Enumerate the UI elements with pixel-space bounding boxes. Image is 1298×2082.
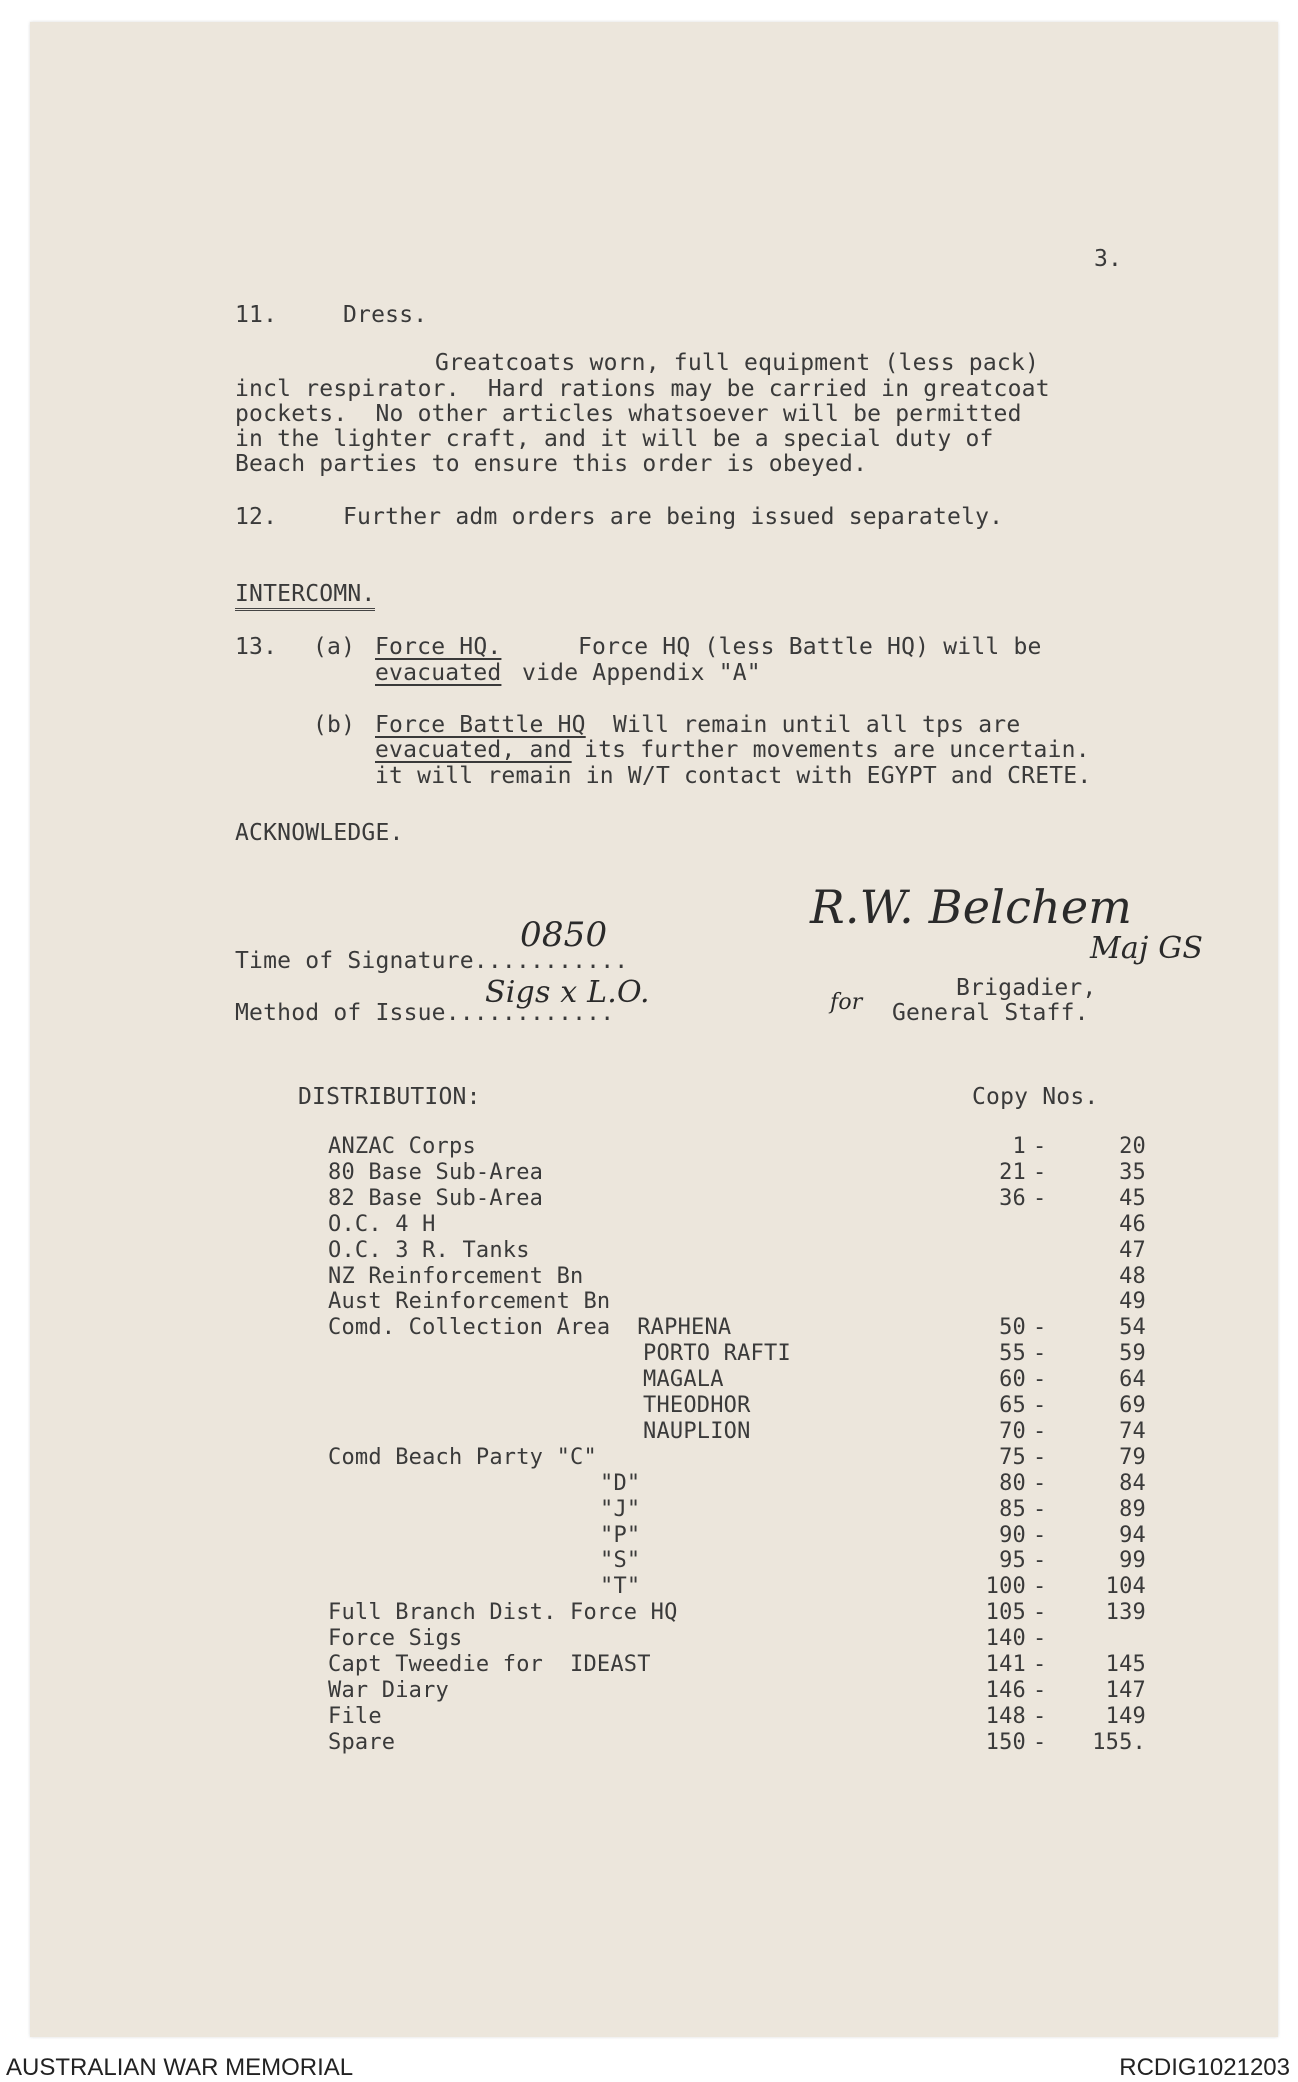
item-a-line: Force HQ (less Battle HQ) will be xyxy=(578,634,1042,660)
item-a-line: vide Appendix "A" xyxy=(508,660,761,686)
distribution-addressee: O.C. 3 R. Tanks xyxy=(328,1238,530,1263)
section-12-number: 12. xyxy=(235,504,278,530)
copy-to: 35 xyxy=(1119,1160,1146,1185)
copy-to: 59 xyxy=(1119,1341,1146,1366)
copy-dash: - xyxy=(1033,1548,1047,1573)
footer-left: AUSTRALIAN WAR MEMORIAL xyxy=(6,2054,354,2081)
copy-from: 146 xyxy=(985,1678,1026,1703)
distribution-addressee: O.C. 4 H xyxy=(328,1212,436,1237)
copy-to: 64 xyxy=(1119,1367,1146,1392)
page-number: 3. xyxy=(1094,246,1123,272)
dress-line: incl respirator. Hard rations may be carried in greatcoat xyxy=(235,376,1050,402)
copy-dash: - xyxy=(1033,1134,1047,1159)
copy-from: 100 xyxy=(985,1574,1026,1599)
distribution-addressee: War Diary xyxy=(328,1678,450,1703)
copy-from: 21 xyxy=(999,1160,1026,1185)
signature-rank: Brigadier, xyxy=(956,975,1097,1001)
section-11-number: 11. xyxy=(235,302,278,328)
item-b-line: its further movements are uncertain. xyxy=(570,737,1090,763)
distribution-addressee: PORTO RAFTI xyxy=(643,1341,791,1366)
copy-dash: - xyxy=(1033,1497,1047,1522)
copy-dash: - xyxy=(1033,1730,1047,1755)
copy-dash: - xyxy=(1033,1652,1047,1677)
distribution-addressee: ANZAC Corps xyxy=(328,1134,476,1159)
intercomn-heading: INTERCOMN. xyxy=(235,583,375,611)
copy-to: 46 xyxy=(1119,1212,1146,1237)
copy-from: 105 xyxy=(985,1600,1026,1625)
copy-from: 50 xyxy=(999,1315,1026,1340)
method-handwritten: Sigs x L.O. xyxy=(485,975,650,1010)
copy-to: 45 xyxy=(1119,1186,1146,1211)
copy-from: 75 xyxy=(999,1445,1026,1470)
dress-line: Greatcoats worn, full equipment (less pack) xyxy=(435,350,1040,376)
dress-line: in the lighter craft, and it will be a special duty of xyxy=(235,426,994,452)
copy-dash: - xyxy=(1033,1315,1047,1340)
copy-to: 155. xyxy=(1092,1730,1146,1755)
copy-dash: - xyxy=(1033,1393,1047,1418)
distribution-addressee: "J" xyxy=(600,1497,641,1522)
copy-from: 90 xyxy=(999,1523,1026,1548)
copy-to: 84 xyxy=(1119,1471,1146,1496)
distribution-addressee: Comd. Collection Area RAPHENA xyxy=(328,1315,732,1340)
copy-to: 69 xyxy=(1119,1393,1146,1418)
signature-maj-gs: Maj GS xyxy=(1090,931,1204,966)
copy-to: 79 xyxy=(1119,1445,1146,1470)
copy-dash: - xyxy=(1033,1367,1047,1392)
copy-to: 139 xyxy=(1105,1600,1146,1625)
distribution-addressee: "S" xyxy=(600,1548,641,1573)
distribution-addressee: THEODHOR xyxy=(643,1393,751,1418)
dress-line: pockets. No other articles whatsoever will be permitted xyxy=(235,401,1022,427)
copy-nos-heading: Copy Nos. xyxy=(972,1084,1099,1110)
section-13-number: 13. xyxy=(235,634,278,660)
copy-from: 36 xyxy=(999,1186,1026,1211)
distribution-addressee: Comd Beach Party "C" xyxy=(328,1445,597,1470)
copy-dash: - xyxy=(1033,1445,1047,1470)
copy-to: 20 xyxy=(1119,1134,1146,1159)
distribution-addressee: NAUPLION xyxy=(643,1419,751,1444)
copy-to: 47 xyxy=(1119,1238,1146,1263)
distribution-addressee: 82 Base Sub-Area xyxy=(328,1186,544,1211)
copy-from: 150 xyxy=(985,1730,1026,1755)
copy-dash: - xyxy=(1033,1160,1047,1185)
copy-dash: - xyxy=(1033,1626,1047,1651)
copy-to: 54 xyxy=(1119,1315,1146,1340)
copy-to: 94 xyxy=(1119,1523,1146,1548)
footer-right: RCDIG1021203 xyxy=(1119,2054,1290,2081)
copy-from: 95 xyxy=(999,1548,1026,1573)
copy-from: 141 xyxy=(985,1652,1026,1677)
item-b-title: Force Battle HQ xyxy=(375,712,586,738)
item-b-label: (b) xyxy=(313,712,356,738)
copy-dash: - xyxy=(1033,1341,1047,1366)
copy-from: 80 xyxy=(999,1471,1026,1496)
copy-dash: - xyxy=(1033,1574,1047,1599)
distribution-addressee: Full Branch Dist. Force HQ xyxy=(328,1600,678,1625)
time-handwritten: 0850 xyxy=(520,915,608,955)
dress-line: Beach parties to ensure this order is obeyed. xyxy=(235,451,868,477)
copy-to: 74 xyxy=(1119,1419,1146,1444)
item-a-label: (a) xyxy=(313,634,356,660)
copy-to: 147 xyxy=(1105,1678,1146,1703)
copy-to: 149 xyxy=(1105,1704,1146,1729)
distribution-addressee: NZ Reinforcement Bn xyxy=(328,1264,584,1289)
copy-from: 148 xyxy=(985,1704,1026,1729)
item-b-evacuated: evacuated, and xyxy=(375,737,572,763)
copy-to: 104 xyxy=(1105,1574,1146,1599)
signature-for: for xyxy=(830,990,863,1015)
signature: R.W. Belchem xyxy=(810,880,1133,934)
distribution-addressee: Force Sigs xyxy=(328,1626,463,1651)
copy-from: 70 xyxy=(999,1419,1026,1444)
copy-dash: - xyxy=(1033,1186,1047,1211)
distribution-addressee: MAGALA xyxy=(643,1367,724,1392)
distribution-addressee: Aust Reinforcement Bn xyxy=(328,1289,611,1314)
section-11-heading: Dress. xyxy=(343,302,428,328)
item-a-title: Force HQ. xyxy=(375,634,502,660)
copy-from: 85 xyxy=(999,1497,1026,1522)
copy-to: 99 xyxy=(1119,1548,1146,1573)
time-of-signature-label: Time of Signature........... xyxy=(235,948,629,974)
distribution-addressee: "P" xyxy=(600,1523,641,1548)
copy-to: 145 xyxy=(1105,1652,1146,1677)
copy-to: 89 xyxy=(1119,1497,1146,1522)
distribution-addressee: "D" xyxy=(600,1471,641,1496)
method-of-issue-label: Method of Issue............ xyxy=(235,1000,615,1026)
section-12-text: Further adm orders are being issued separately. xyxy=(343,504,1004,530)
copy-to: 48 xyxy=(1119,1264,1146,1289)
distribution-addressee: 80 Base Sub-Area xyxy=(328,1160,544,1185)
distribution-addressee: Capt Tweedie for IDEAST xyxy=(328,1652,651,1677)
distribution-addressee: Spare xyxy=(328,1730,396,1755)
copy-dash: - xyxy=(1033,1419,1047,1444)
copy-to: 49 xyxy=(1119,1289,1146,1314)
item-b-line: Will remain until all tps are xyxy=(613,712,1021,738)
copy-from: 55 xyxy=(999,1341,1026,1366)
copy-dash: - xyxy=(1033,1600,1047,1625)
copy-from: 1 xyxy=(1012,1134,1026,1159)
document-page xyxy=(30,22,1278,2037)
acknowledge: ACKNOWLEDGE. xyxy=(235,820,404,846)
item-a-evacuated: evacuated xyxy=(375,660,502,686)
copy-from: 60 xyxy=(999,1367,1026,1392)
signature-title: General Staff. xyxy=(892,1000,1089,1026)
copy-dash: - xyxy=(1033,1523,1047,1548)
copy-dash: - xyxy=(1033,1704,1047,1729)
copy-from: 140 xyxy=(985,1626,1026,1651)
copy-from: 65 xyxy=(999,1393,1026,1418)
distribution-addressee: File xyxy=(328,1704,382,1729)
copy-dash: - xyxy=(1033,1678,1047,1703)
copy-dash: - xyxy=(1033,1471,1047,1496)
distribution-addressee: "T" xyxy=(600,1574,641,1599)
item-b-line: it will remain in W/T contact with EGYPT and CRETE. xyxy=(375,763,1092,789)
distribution-heading: DISTRIBUTION: xyxy=(298,1084,481,1110)
